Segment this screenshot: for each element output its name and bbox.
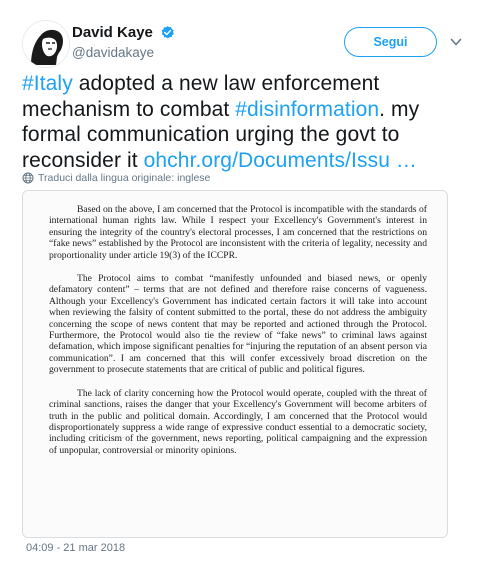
document-text <box>49 204 427 468</box>
chevron-down-icon[interactable] <box>450 37 462 47</box>
tweet-timestamp[interactable]: 04:09 - 21 mar 2018 <box>26 542 126 554</box>
verified-badge-icon <box>160 25 175 40</box>
hashtag-italy[interactable]: #Italy <box>22 72 73 95</box>
tweet-header <box>22 20 462 68</box>
display-name[interactable]: David Kaye <box>72 24 153 42</box>
avatar-portrait-icon <box>23 21 70 68</box>
hashtag-disinformation[interactable]: #disinformation <box>235 97 380 121</box>
follow-button[interactable]: Segui <box>344 27 437 57</box>
translate-label: Traduci dalla lingua originale: inglese <box>38 172 211 184</box>
avatar[interactable] <box>22 20 70 68</box>
attached-document-image[interactable] <box>22 190 448 538</box>
user-handle: @davidakaye <box>72 45 155 60</box>
document-link[interactable]: ohchr.org/Documents/Issu … <box>143 148 418 172</box>
document-paragraph: The lack of clarity concerning how the Protocol would operate, coupled with the threat of criminal sanctions, raises the danger that your Excellency's Government will become arbiters of truth in the public and political domain. Accordingly, I am concerned that the Protocol would disproportionately suppress a wide range of expressive conduct essential to a democratic society, including criticism of the government, news reporting, political campaigning and the expression of unpopular, controversial or minority opinions. <box>49 387 427 456</box>
document-paragraph: Based on the above, I am concerned that the Protocol is incompatible with the standards of international human rights law. While I respect your Excellency's Government's interest in ensuring the integrity of the country's electoral processes, I am concerned that the restrictions on “fake news” established by the Protocol are inconsistent with the criteria of legality, necessity and proportionality under article 19(3) of the ICCPR. <box>49 204 427 261</box>
tweet-text-part: adopted a new law enforcement mechanism to combat <box>22 72 380 121</box>
globe-icon <box>22 172 34 184</box>
tweet-text-part: . my formal communication urging the govt to reconsider it <box>22 97 420 172</box>
user-info <box>72 24 175 60</box>
tweet-text <box>22 71 462 173</box>
document-paragraph: The Protocol aims to combat “manifestly unfounded and biased news, or openly defamatory content” – terms that are not defined and therefore raise concerns of vagueness. Although your Excellency's Government has indicated certain factors it will take into account when reviewing the falsity of content submitted to the portal, these do not address the ambiguity concerning the scope of news content that may be reported and actioned through the Protocol. Furthermore, the Protocol would also tie the review of “fake news” to criminal laws against defamation, which impose significant penalties for “injuring the reputation of an absent person via communication”. I am concerned that this will confer excessively broad discretion on the government to prosecute statements that are critical of public and political figures. <box>49 273 427 376</box>
translate-link[interactable] <box>22 172 210 184</box>
